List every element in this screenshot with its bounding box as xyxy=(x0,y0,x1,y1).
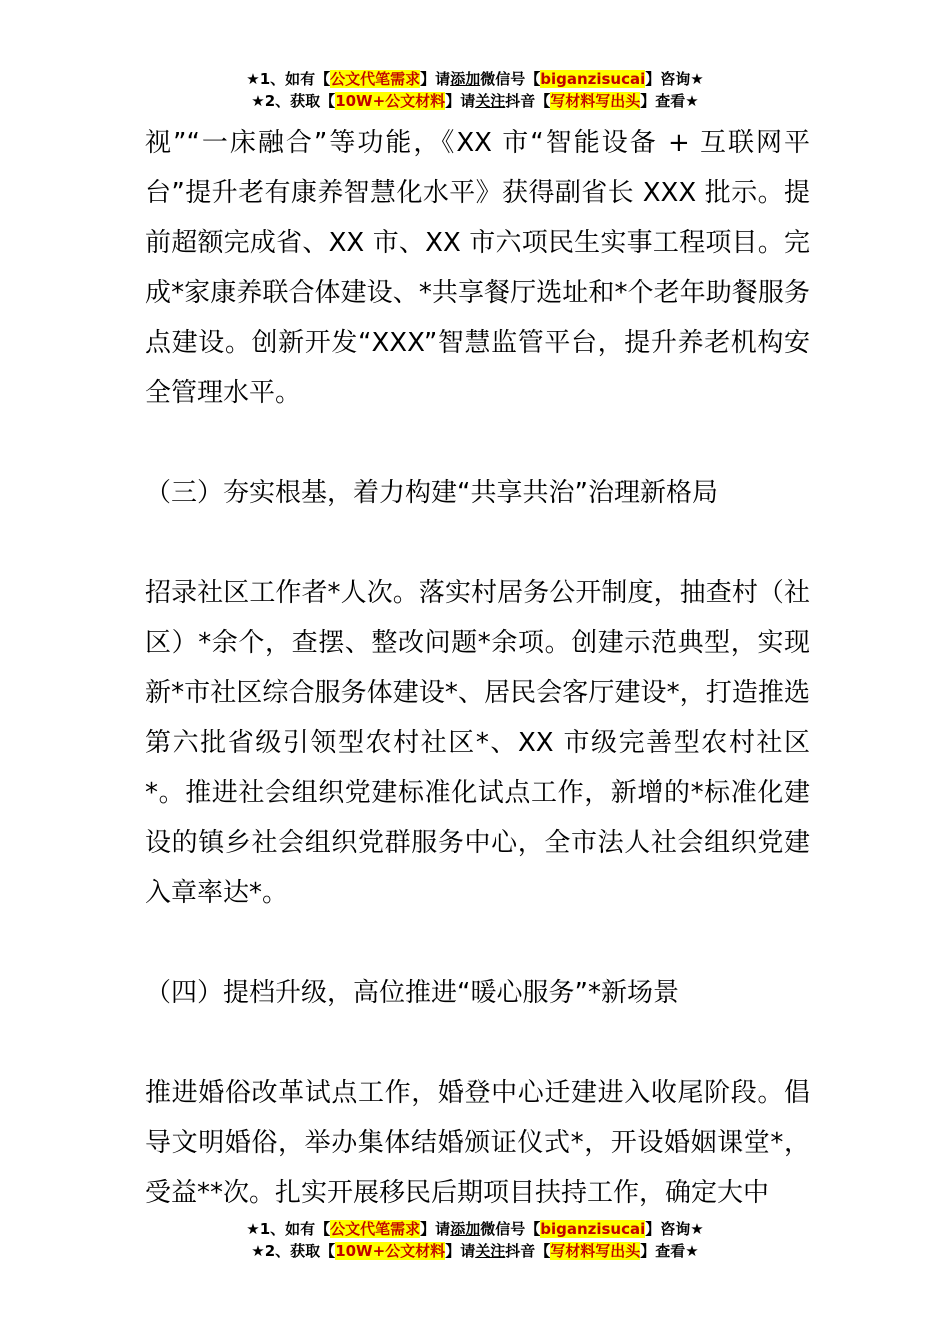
banner-text: 】请 xyxy=(420,1220,451,1238)
banner-text: 微信号【 xyxy=(480,70,541,88)
banner-text: 】请 xyxy=(445,1242,476,1260)
banner-text: 】请 xyxy=(445,92,476,110)
banner-text: ★1、如有【 xyxy=(246,1220,331,1238)
banner-underline: 关注 xyxy=(475,92,506,110)
banner-line-2 xyxy=(0,1240,950,1262)
paragraph: 推进婚俗改革试点工作，婚登中心迁建进入收尾阶段。倡导文明婚俗，举办集体结婚颁证仪式*，开设婚姻课堂*，受益**次。扎实开展移民后期项目扶持工作，确定大中 xyxy=(145,1078,810,1208)
spacer xyxy=(145,1018,810,1068)
banner-highlight: biganzisucai xyxy=(540,70,646,88)
banner-text: 】请 xyxy=(420,70,451,88)
banner-text: 抖音【 xyxy=(505,92,551,110)
banner-line-2 xyxy=(0,90,950,112)
paragraph: 招录社区工作者*人次。落实村居务公开制度，抽查村（社区）*余个，查摆、整改问题*余项。创建示范典型，实现新*市社区综合服务体建设*、居民会客厅建设*，打造推选第六批省级引领型农村社区*、XX 市级完善型农村社区*。推进社会组织党建标准化试点工作，新增的*标准化建设的镇乡社会组织党群服务中心，全市法人社会组织党建入章率达*。 xyxy=(145,578,810,908)
banner-highlight: 写材料写出头 xyxy=(550,92,641,110)
spacer xyxy=(145,518,810,568)
banner-highlight: 10W+公文材料 xyxy=(335,1242,446,1260)
banner-underline: 添加 xyxy=(450,70,481,88)
banner-text: 】查看★ xyxy=(640,1242,699,1260)
spacer xyxy=(145,418,810,468)
banner-text: 】咨询★ xyxy=(645,70,704,88)
section-heading: （四）提档升级，高位推进“暖心服务”*新场景 xyxy=(145,978,679,1008)
document-body xyxy=(145,118,810,1218)
banner-text: 】咨询★ xyxy=(645,1220,704,1238)
banner-highlight: 写材料写出头 xyxy=(550,1242,641,1260)
banner-text: 抖音【 xyxy=(505,1242,551,1260)
spacer xyxy=(145,918,810,968)
banner-highlight: 公文代笔需求 xyxy=(330,1220,421,1238)
footer-banner xyxy=(0,1218,950,1262)
banner-text: ★2、获取【 xyxy=(251,1242,336,1260)
banner-text: ★1、如有【 xyxy=(246,70,331,88)
header-banner xyxy=(0,68,950,112)
section-heading: （三）夯实根基，着力构建“共享共治”治理新格局 xyxy=(145,478,718,508)
banner-text: ★2、获取【 xyxy=(251,92,336,110)
paragraph: 视”“一床融合”等功能，《XX 市“智能设备 + 互联网平台”提升老有康养智慧化水平》获得副省长 XXX 批示。提前超额完成省、XX 市、XX 市六项民生实事工程项目。完成*家康养联合体建设、*共享餐厅选址和*个老年助餐服务点建设。创新开发“XXX”智慧监管平台，提升养老机构安全管理水平。 xyxy=(145,128,810,408)
banner-text: 】查看★ xyxy=(640,92,699,110)
banner-underline: 添加 xyxy=(450,1220,481,1238)
banner-line-1 xyxy=(0,68,950,90)
banner-line-1 xyxy=(0,1218,950,1240)
banner-underline: 关注 xyxy=(475,1242,506,1260)
banner-highlight: biganzisucai xyxy=(540,1220,646,1238)
banner-text: 微信号【 xyxy=(480,1220,541,1238)
banner-highlight: 公文代笔需求 xyxy=(330,70,421,88)
banner-highlight: 10W+公文材料 xyxy=(335,92,446,110)
